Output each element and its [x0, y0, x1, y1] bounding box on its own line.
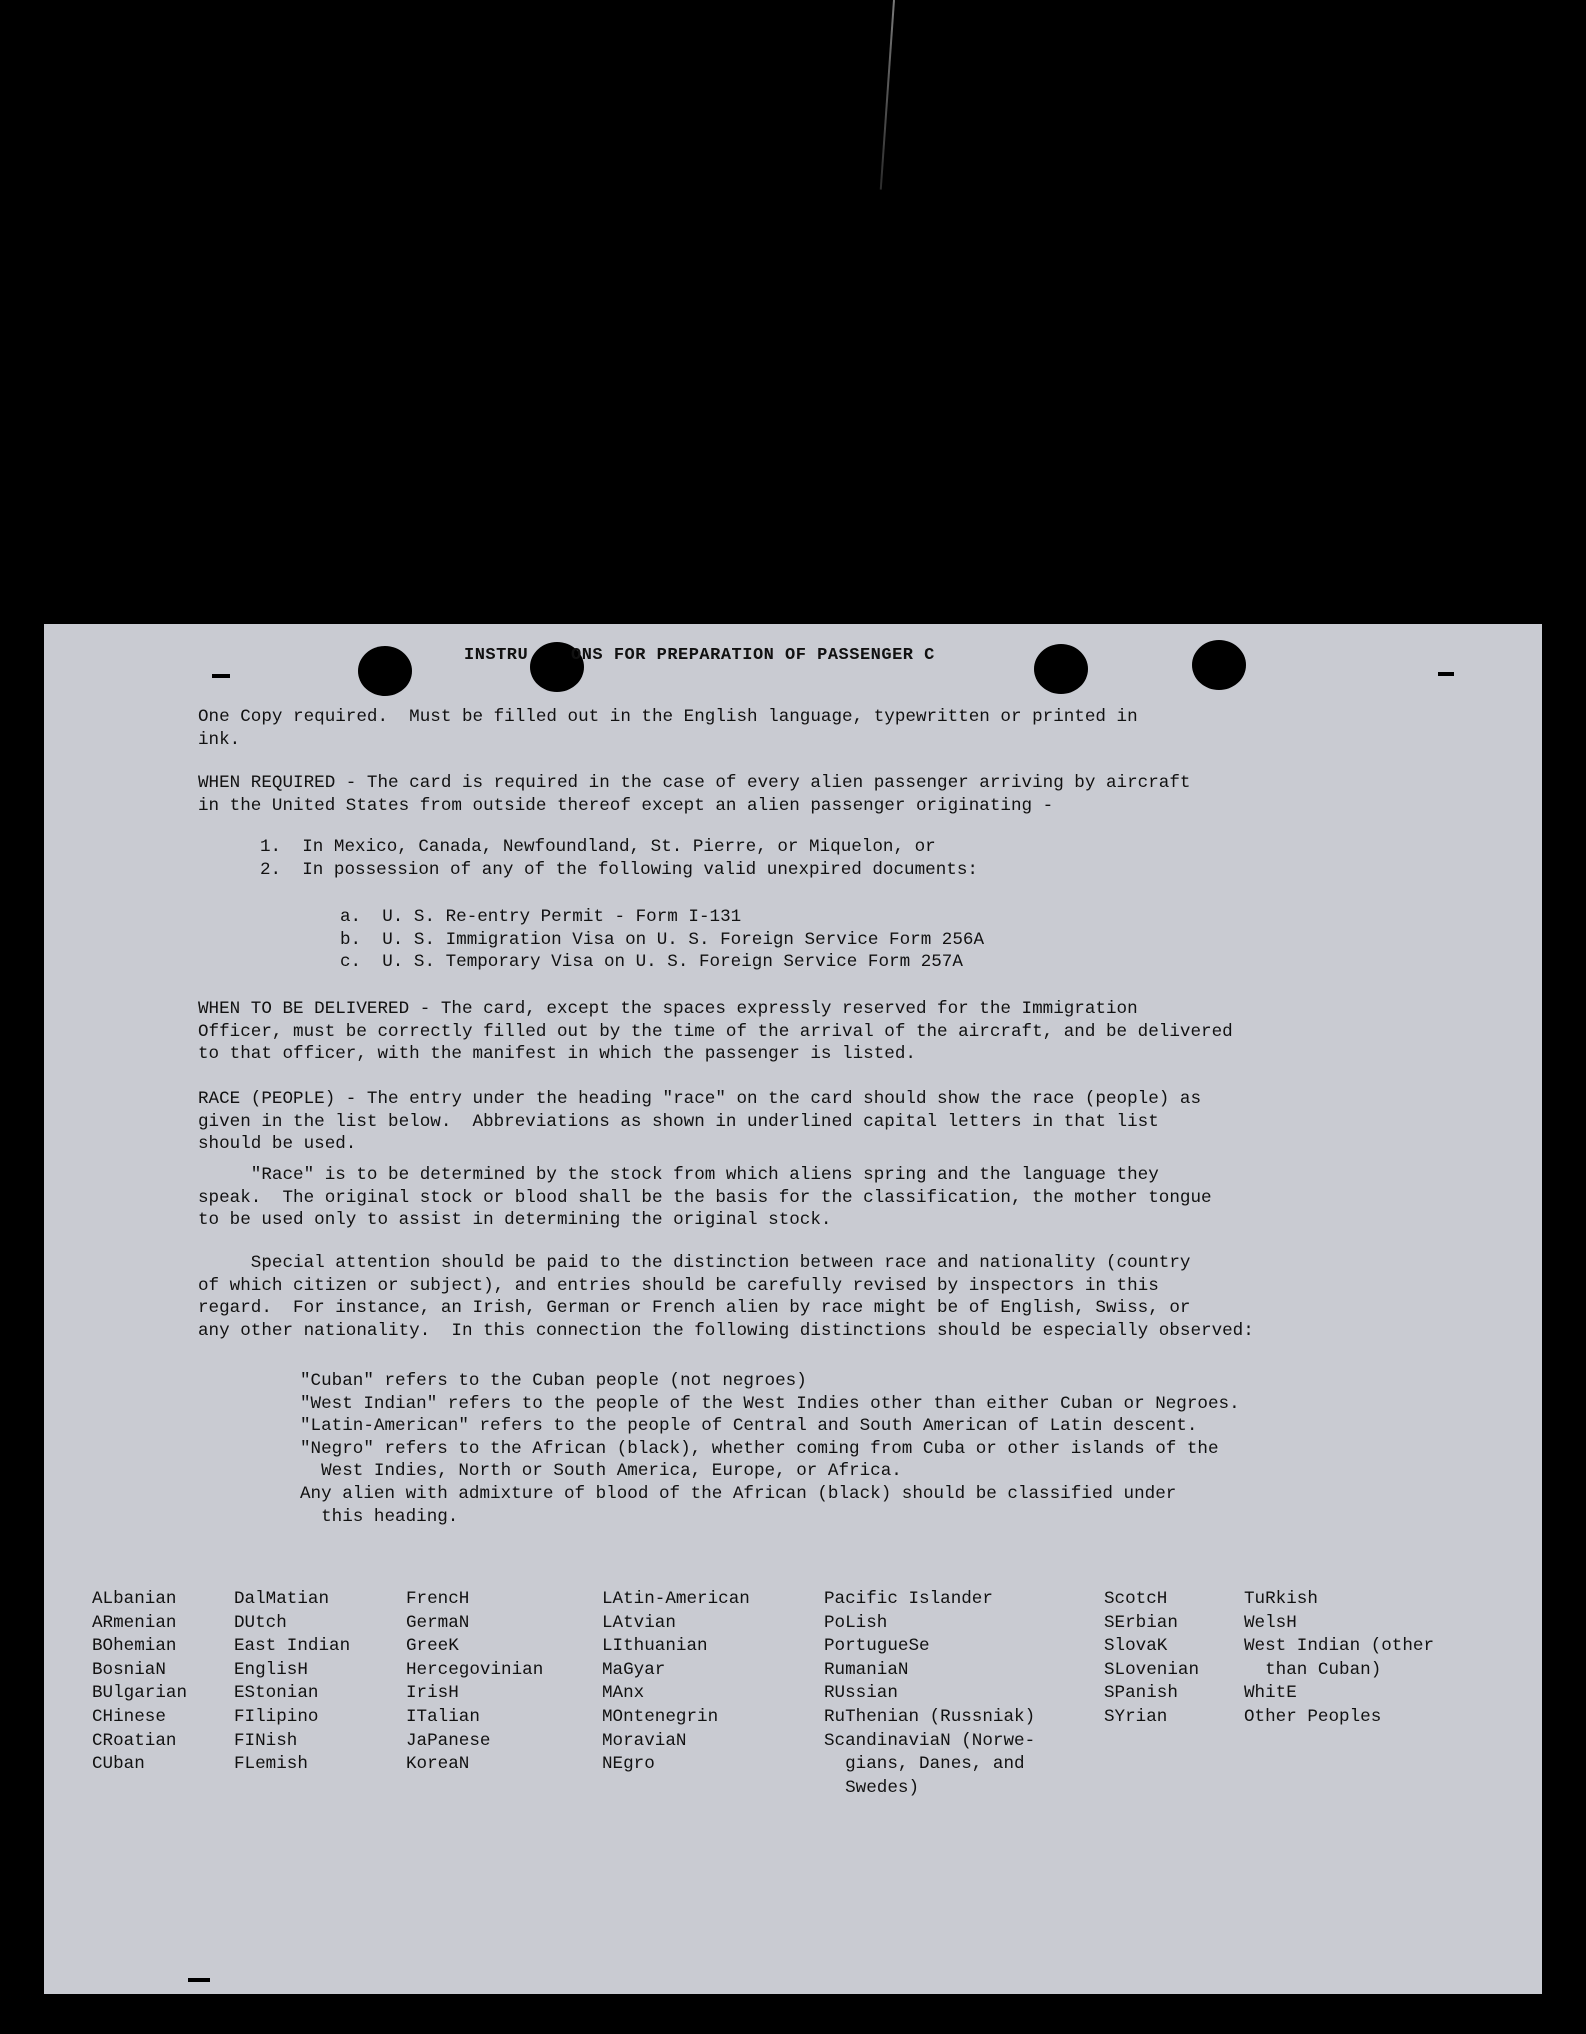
ink-mark [212, 674, 230, 678]
when-delivered-paragraph: WHEN TO BE DELIVERED - The card, except the spaces expressly reserved for the Immigration Officer, must be correctly filled out by the time of the arrival of the aircraft, and be delivered to that officer, with the manifest in which the passenger is listed. [198, 999, 1233, 1065]
race-column-5: Pacific Islander PoLish PortugueSe RumaniaN RUssian RuThenian (Russniak) ScandinaviaN (Norwe- gians, Danes, and Swedes) [824, 1589, 1036, 1798]
numbered-list: 1. In Mexico, Canada, Newfoundland, St. Pierre, or Miquelon, or 2. In possession of any of the following valid unexpired documents: [260, 837, 978, 880]
punch-hole [1192, 640, 1246, 690]
special-attention-paragraph: Special attention should be paid to the distinction between race and nationality (country of which citizen or subject), and entries should be carefully revised by inspectors in this regard. For instance, an Irish, German or French alien by race might be of English, Swiss, or any other nationality. In this connection the following distinctions should be especially observed: [198, 1253, 1254, 1341]
race-definition-paragraph: "Race" is to be determined by the stock from which aliens spring and the language they speak. The original stock or blood shall be the basis for the classification, the mother tongue to be used only to assist in determining the original stock. [198, 1165, 1212, 1231]
race-paragraph: RACE (PEOPLE) - The entry under the heading "race" on the card should show the race (people) as given in the list below. Abbreviations as shown in underlined capital letters in that list should be used. [198, 1089, 1202, 1155]
race-column-1: ALbanian ARmenian BOhemian BosniaN BUlgarian CHinese CRoatian CUban [92, 1589, 188, 1775]
intro-paragraph: One Copy required. Must be filled out in the English language, typewritten or printed in ink. [198, 707, 1138, 750]
ink-mark [188, 1978, 210, 1982]
race-column-4: LAtin-American LAtvian LIthuanian MaGyar MAnx MOntenegrin MoraviaN NEgro [602, 1589, 750, 1775]
distinctions-list: "Cuban" refers to the Cuban people (not negroes) "West Indian" refers to the people of the West Indies other than either Cuban or Negroes. "Latin-American" refers to the people of Central and South American of Latin descent. "Negro" refers to the African (black), whether coming from Cuba or other islands of the West Indies, North or South America, Europe, or Africa. Any alien with admixture of blood of the African (black) should be classified under this heading. [300, 1371, 1240, 1527]
race-column-7: TuRkish WelsH West Indian (other than Cuban) WhitE Other Peoples [1244, 1589, 1435, 1727]
film-scratch [880, 0, 895, 190]
page-title: INSTRU ONS FOR PREPARATION OF PASSENGER C [464, 646, 935, 665]
race-column-6: ScotcH SErbian SlovaK SLovenian SPanish SYrian [1104, 1589, 1200, 1727]
race-column-3: FrencH GermaN GreeK Hercegovinian IrisH ITalian JaPanese KoreaN [406, 1589, 544, 1775]
race-column-2: DalMatian DUtch East Indian EnglisH EStonian FIlipino FINish FLemish [234, 1589, 351, 1775]
when-required-paragraph: WHEN REQUIRED - The card is required in the case of every alien passenger arriving by aircraft in the United States from outside thereof except an alien passenger originating - [198, 773, 1191, 816]
punch-hole [358, 646, 412, 696]
document-list: a. U. S. Re-entry Permit - Form I-131 b. U. S. Immigration Visa on U. S. Foreign Service Form 256A c. U. S. Temporary Visa on U. S. Foreign Service Form 257A [340, 907, 985, 973]
ink-mark [1438, 672, 1454, 676]
document-page [44, 624, 1542, 1994]
